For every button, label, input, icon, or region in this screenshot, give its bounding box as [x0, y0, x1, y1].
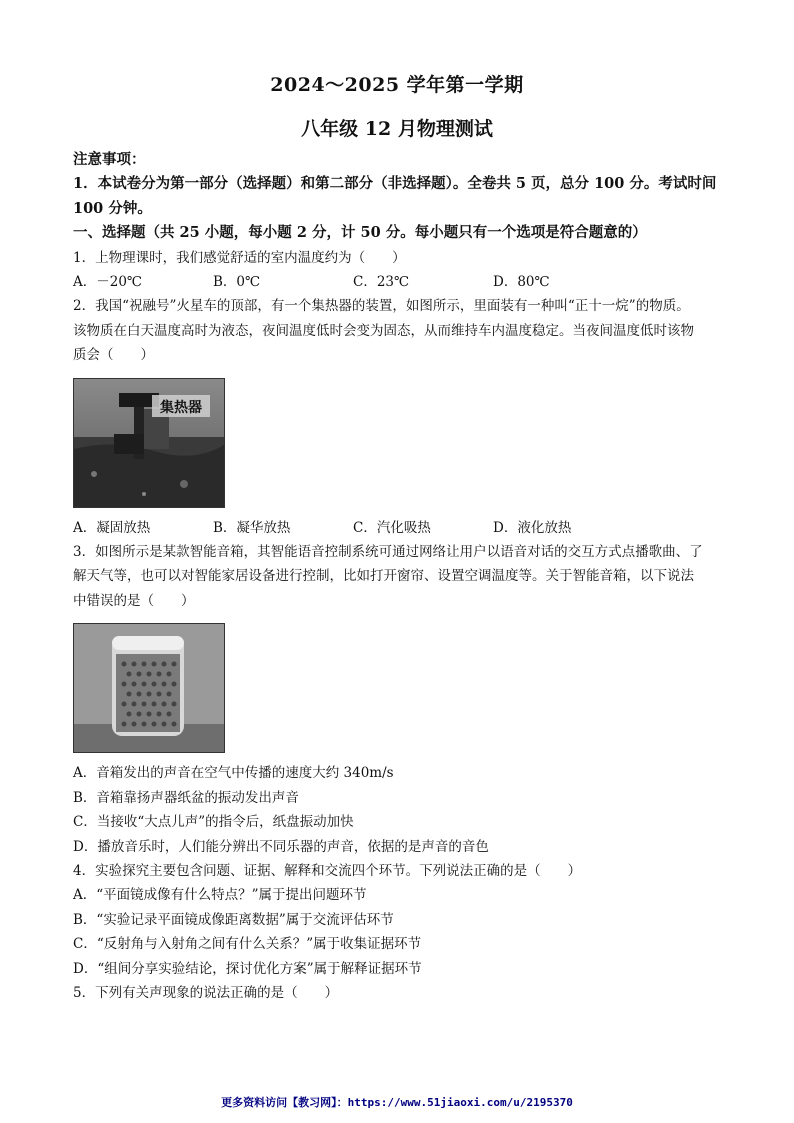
question-3-stem-line-1: 3．如图所示是某款智能音箱，其智能语音控制系统可通过网络让用户以语音对话的交互方式点播歌曲、了: [73, 544, 703, 561]
question-3-stem-line-2: 解天气等，也可以对智能家居设备进行控制，比如打开窗帘、设置空调温度等。关于智能音箱，以下说法: [73, 568, 694, 585]
question-1-stem: 1．上物理课时，我们感觉舒适的室内温度约为（ ）: [73, 249, 406, 266]
question-2-stem-line-1: 2．我国“祝融号”火星车的顶部，有一个集热器的装置，如图所示，里面装有一种叫“正十一烷”的物质。: [73, 298, 690, 315]
question-1-option-b: B．0℃: [213, 274, 261, 291]
question-3-stem-line-3: 中错误的是（ ）: [73, 592, 195, 609]
question-4-option-a: A．“平面镜成像有什么特点？”属于提出问题环节: [73, 887, 367, 904]
question-1-option-a: A．－20℃: [73, 274, 143, 291]
question-4-option-c: C．“反射角与入射角之间有什么关系？”属于收集证据环节: [73, 936, 422, 953]
section-1-heading: 一、选择题（共 25 小题，每小题 2 分，计 50 分。每小题只有一个选项是符合题意的）: [73, 224, 647, 242]
question-4-option-d: D．“组间分享实验结论，探讨优化方案”属于解释证据环节: [73, 960, 422, 977]
notice-item-1: 1．本试卷分为第一部分（选择题）和第二部分（非选择题）。全卷共 5 页，总分 100 分。考试时间 100 分钟。: [73, 175, 717, 217]
question-4-option-b: B．“实验记录平面镜成像距离数据”属于交流评估环节: [73, 911, 394, 928]
question-3-option-a: A．音箱发出的声音在空气中传播的速度大约 340m/s: [73, 765, 394, 782]
collector-label: 集热器: [160, 399, 202, 416]
question-2-stem-line-2: 该物质在白天温度高时为液态，夜间温度低时会变为固态，从而维持车内温度稳定。当夜间温度低时该物: [73, 322, 694, 339]
exam-title-term: 2024～2025 学年第一学期: [270, 74, 524, 96]
exam-content: [73, 148, 723, 1005]
footer-resource-link[interactable]: 更多资料访问【教习网】：https://www.51jiaoxi.com/u/2195370: [221, 1096, 573, 1109]
smart-speaker-photo: [73, 623, 225, 753]
question-3-option-d: D．播放音乐时，人们能分辨出不同乐器的声音，依据的是声音的音色: [73, 838, 489, 855]
question-1-option-d: D．80℃: [493, 274, 550, 291]
question-4-stem: 4．实验探究主要包含问题、证据、解释和交流四个环节。下列说法正确的是（ ）: [73, 862, 582, 879]
question-2-stem-line-3: 质会（ ）: [73, 347, 154, 364]
question-2-option-c: C．汽化吸热: [353, 519, 431, 536]
question-1-option-c: C．23℃: [353, 274, 410, 291]
question-3-option-c: C．当接收“大点儿声”的指令后，纸盘振动加快: [73, 814, 354, 831]
exam-title-subject: 八年级 12 月物理测试: [301, 118, 493, 140]
question-2-option-d: D．液化放热: [493, 519, 572, 536]
mars-rover-collector-photo: [73, 378, 225, 508]
question-1-options: [73, 270, 723, 294]
notice-heading: 注意事项：: [73, 151, 146, 168]
question-2-option-a: A．凝固放热: [73, 519, 151, 536]
question-3-option-b: B．音箱靠扬声器纸盆的振动发出声音: [73, 789, 299, 806]
question-5-stem: 5．下列有关声现象的说法正确的是（ ）: [73, 984, 339, 1001]
question-2-option-b: B．凝华放热: [213, 519, 291, 536]
question-2-options: [73, 516, 723, 540]
